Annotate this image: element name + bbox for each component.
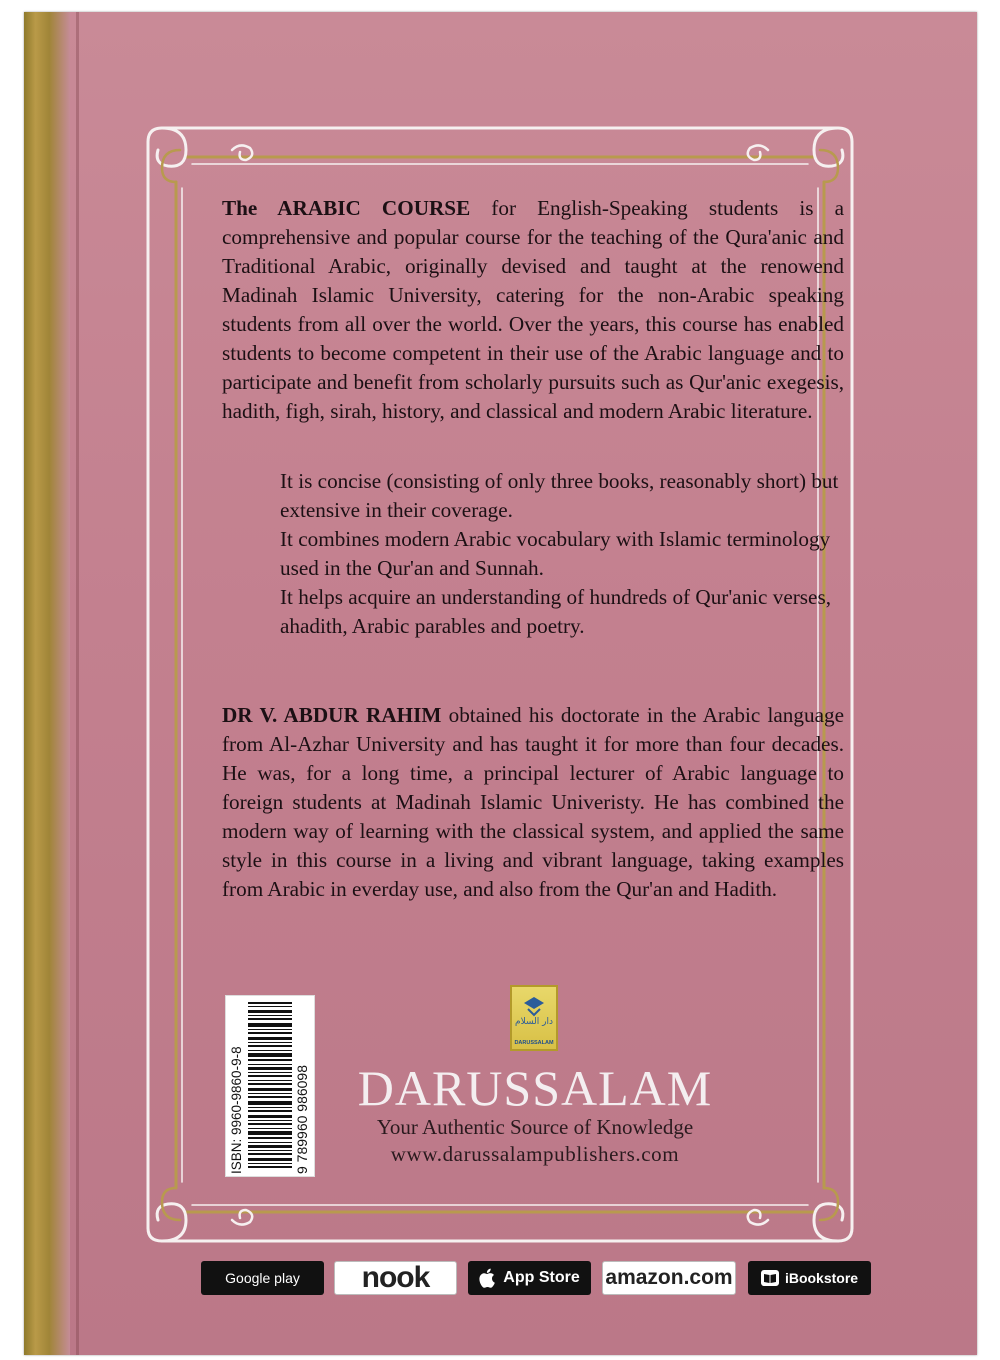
feature-list (280, 467, 844, 641)
isbn-text: ISBN: 9960-9860-9-8 (229, 1046, 244, 1174)
publisher-url[interactable]: www.darussalampublishers.com (390, 1142, 680, 1166)
google-play-label: Google play (225, 1270, 300, 1286)
quran-stand-icon (512, 989, 556, 1019)
amazon-badge[interactable] (602, 1261, 736, 1295)
nook-badge[interactable] (334, 1261, 457, 1295)
course-description-body: for English-Speaking students is a comprehensive and popular course for the teaching of the Qura'anic and Traditional Arabic, originally devised and taught at the renowend Madinah Islamic University, catering for the non-Arabic speaking students from all over the world. Over the years, this course has enabled students to become competent in their use of the Arabic language and to participate and benefit from scholarly pursuits such as Qur'anic exegesis, hadith, figh, sirah, history, and classical and modern Arabic literature. (222, 196, 845, 423)
course-description (222, 194, 844, 426)
ibookstore-badge[interactable] (748, 1261, 871, 1295)
publisher-tagline: Your Authentic Source of Knowledge (376, 1115, 694, 1139)
author-name: DR V. ABDUR RAHIM (222, 703, 442, 727)
course-title: The ARABIC COURSE (222, 196, 471, 220)
author-bio (222, 701, 844, 904)
nook-label: nook (361, 1261, 430, 1294)
logo-label: DARUSSALAM (514, 1040, 554, 1046)
publisher-block (340, 1060, 730, 1168)
book-icon (761, 1270, 779, 1286)
apple-icon (479, 1268, 497, 1288)
google-play-badge[interactable] (201, 1261, 324, 1295)
amazon-label: amazon.com (605, 1266, 733, 1289)
logo-arabic-text: دار السلام (515, 1017, 553, 1027)
feature-item: It is concise (consisting of only three books, reasonably short) but extensive in their coverage. (280, 469, 839, 522)
feature-item: It helps acquire an understanding of hundreds of Qur'anic verses, ahadith, Arabic parables and poetry. (280, 585, 831, 638)
darussalam-logo (510, 985, 558, 1051)
app-store-badge[interactable] (468, 1261, 591, 1295)
barcode-number: 9 789960 986098 (294, 1065, 310, 1174)
cover-text (222, 194, 844, 904)
isbn-barcode (225, 995, 315, 1177)
barcode-bars (248, 1002, 292, 1170)
ibookstore-label: iBookstore (784, 1270, 859, 1286)
publisher-name: DARUSSALAM (357, 1060, 713, 1116)
feature-item: It combines modern Arabic vocabulary with Islamic terminology used in the Qur'an and Sunnah. (280, 527, 831, 580)
author-bio-body: obtained his doctorate in the Arabic language from Al-Azhar University and has taught it for more than four decades. He was, for a long time, a principal lecturer of Arabic language to foreign students at Madinah Islamic Univeristy. He has combined the modern way of learning with the classical system, and applied the same style in this course in a living and vibrant language, taking examples from Arabic in everday use, and also from the Qur'an and Hadith. (222, 703, 844, 901)
app-store-label: App Store (503, 1269, 580, 1286)
